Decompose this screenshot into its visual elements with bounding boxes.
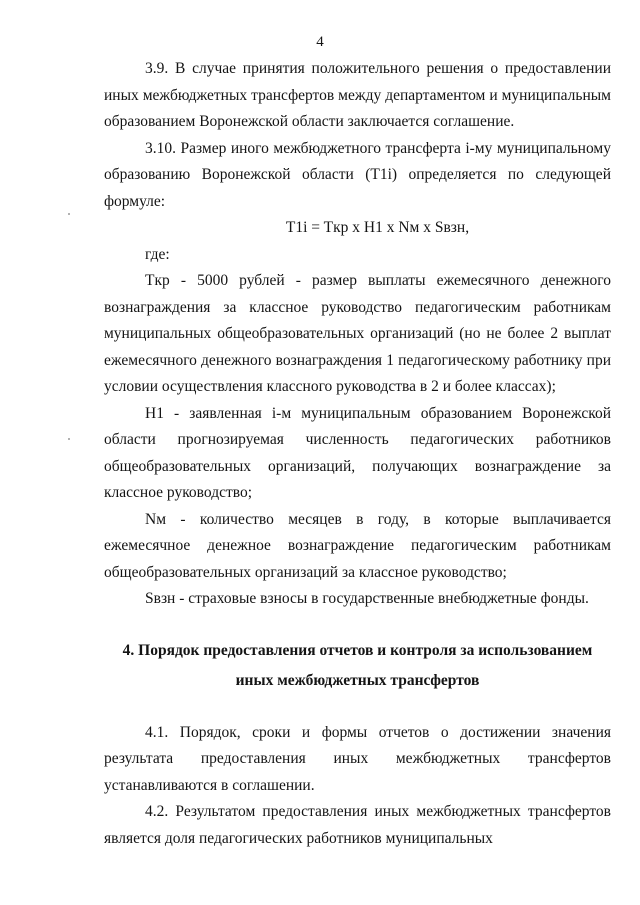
definition-nm: Nм - количество месяцев в году, в которые выплачивается ежемесячное денежное вознаграждение педагогическим работникам общеобразовательных организаций за классное руководство; [104, 510, 611, 581]
definition-h1: H1 - заявленная i-м муниципальным образованием Воронежской области прогнозируемая численность педагогических работников общеобразовательных организаций, получающих вознаграждение за классное руководство; [104, 404, 611, 501]
paragraph-4-2: 4.2. Результатом предоставления иных межбюджетных трансфертов является доля педагогических работников муниципальных [104, 803, 611, 847]
document-body [104, 56, 611, 852]
section-4-heading-line2: иных межбюджетных трансфертов [235, 671, 480, 689]
section-4-heading [104, 636, 611, 696]
paragraph-3-10: 3.10. Размер иного межбюджетного трансферта i-му муниципальному образованию Воронежской области (T1i) определяется по следующей формуле: [104, 139, 611, 210]
definition-tkr: Tкр - 5000 рублей - размер выплаты ежемесячного денежного вознаграждения за классное руководство педагогическим работникам муниципальных общеобразовательных организаций (но не более 2 выплат ежемесячного денежного вознаграждения 1 педагогическому работнику при условии осуществления классного руководства в 2 и более классах); [104, 272, 611, 395]
paragraph-3-9: 3.9. В случае принятия положительного решения о предоставлении иных межбюджетных трансфертов между департаментом и муниципальным образованием Воронежской области заключается соглашение. [104, 60, 611, 130]
page-number: 4 [316, 34, 324, 50]
section-4-heading-line1: 4. Порядок предоставления отчетов и контроля за использованием [122, 641, 593, 659]
definition-svzn: Sвзн - страховые взносы в государственные внебюджетные фонды. [145, 590, 589, 607]
formula: T1i = Tкр x H1 x Nм x Sвзн, [285, 219, 470, 236]
paragraph-4-1: 4.1. Порядок, сроки и формы отчетов о достижении значения результата предоставления иных межбюджетных трансфертов устанавливаются в соглашении. [104, 723, 611, 794]
where-label: где: [145, 245, 170, 263]
margin-mark [68, 213, 70, 215]
margin-mark [68, 438, 70, 440]
